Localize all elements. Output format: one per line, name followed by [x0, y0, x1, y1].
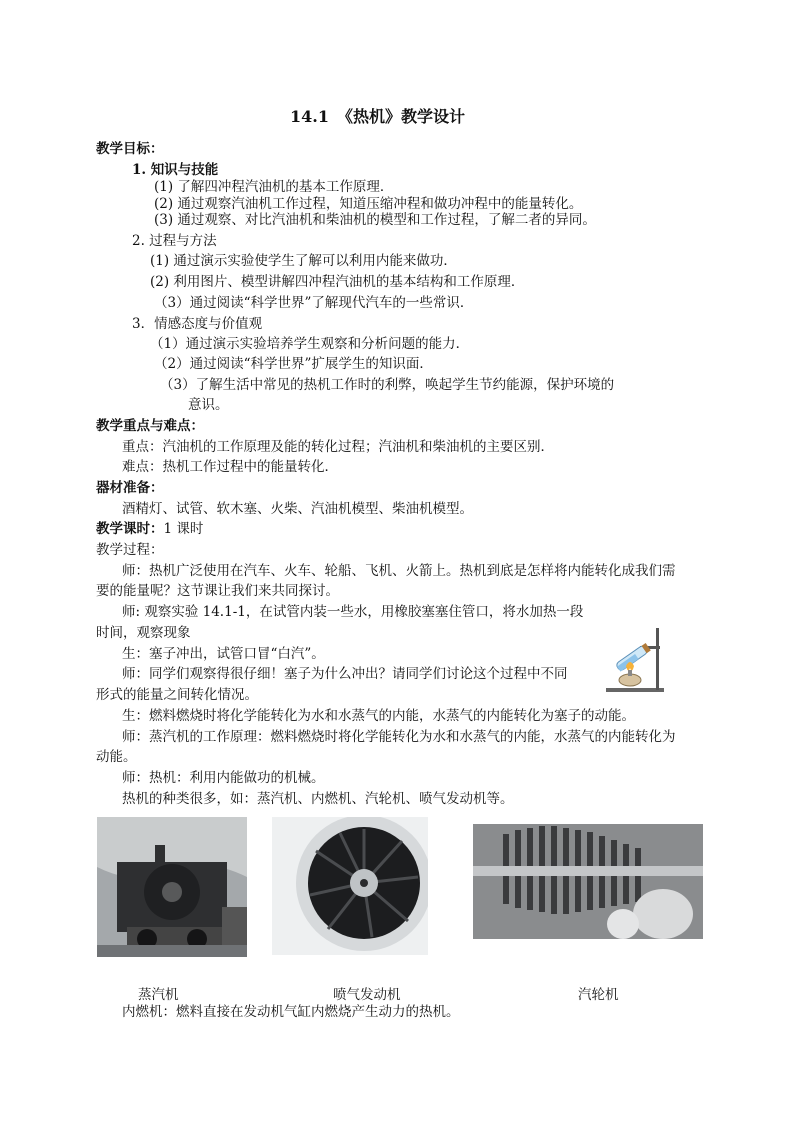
goals-heading: 教学目标：	[96, 141, 164, 157]
steam-engine-image	[97, 817, 247, 957]
attitude-item-2: （2）通过阅读“科学世界”扩展学生的知识面．	[154, 356, 433, 372]
hours-heading: 教学课时：	[96, 521, 164, 537]
body-line-10: 动能。	[96, 749, 137, 765]
process-method-heading: 2. 过程与方法	[132, 233, 217, 249]
page-title: 14.1 《热机》教学设计	[290, 107, 465, 126]
caption-steam-engine: 蒸汽机	[138, 987, 179, 1003]
hours-value: 1 课时	[163, 521, 204, 537]
body-line-5: 生：塞子冲出，试管口冒“白汽”。	[122, 646, 325, 662]
caption-jet-engine: 喷气发动机	[333, 987, 401, 1003]
steam-turbine-image	[473, 824, 703, 939]
process-heading: 教学过程：	[96, 542, 164, 558]
body-line-6: 师：同学们观察得很仔细！塞子为什么冲出？请同学们讨论这个过程中不同	[122, 666, 568, 682]
hours-line	[96, 520, 203, 538]
attitude-item-3: （3）了解生活中常见的热机工作时的利弊，唤起学生节约能源，保护环境的	[160, 377, 615, 393]
jet-engine-image	[272, 817, 428, 955]
process-method-item-3: （3）通过阅读“科学世界”了解现代汽车的一些常识．	[154, 295, 474, 311]
attitude-item-1: （1）通过演示实验培养学生观察和分析问题的能力．	[150, 336, 470, 352]
test-tube-apparatus-image	[600, 622, 668, 694]
body-line-11: 师：热机：利用内能做功的机械。	[122, 770, 325, 786]
body-line-7: 形式的能量之间转化情况。	[96, 687, 258, 703]
knowledge-heading: 1. 知识与技能	[132, 162, 219, 178]
body-line-12: 热机的种类很多，如：蒸汽机、内燃机、汽轮机、喷气发动机等。	[122, 791, 514, 807]
body-line-3: 师: 观察实验 14.1-1，在试管内装一些水，用橡胶塞塞住管口，将水加热一段	[122, 604, 584, 620]
last-line: 内燃机：燃料直接在发动机气缸内燃烧产生动力的热机。	[122, 1004, 460, 1020]
knowledge-item-1: (1) 了解四冲程汽油机的基本工作原理．	[154, 179, 394, 195]
body-line-9: 师：蒸汽机的工作原理：燃料燃烧时将化学能转化为水和水蒸气的内能，水蒸气的内能转化为	[122, 729, 676, 745]
materials-text: 酒精灯、试管、软木塞、火柴、汽油机模型、柴油机模型。	[122, 501, 473, 517]
process-method-item-1: (1) 通过演示实验使学生了解可以利用内能来做功．	[150, 253, 457, 269]
key-points-heading: 教学重点与难点：	[96, 418, 204, 434]
attitude-heading: 3．情感态度与价值观	[132, 316, 263, 332]
process-method-item-2: (2) 利用图片、模型讲解四冲程汽油机的基本结构和工作原理．	[150, 274, 525, 290]
materials-heading: 器材准备：	[96, 480, 164, 496]
attitude-item-3-cont: 意识。	[188, 397, 229, 413]
body-line-4: 时间，观察现象	[96, 625, 191, 641]
caption-steam-turbine: 汽轮机	[578, 987, 619, 1003]
body-line-1: 师：热机广泛使用在汽车、火车、轮船、飞机、火箭上。热机到底是怎样将内能转化成我们需	[122, 563, 676, 579]
body-line-8: 生：燃料燃烧时将化学能转化为水和水蒸气的内能，水蒸气的内能转化为塞子的动能。	[122, 708, 635, 724]
knowledge-item-3: (3) 通过观察、对比汽油机和柴油机的模型和工作过程，了解二者的异同。	[154, 212, 596, 228]
key-focus: 重点：汽油机的工作原理及能的转化过程；汽油机和柴油机的主要区别．	[122, 439, 554, 455]
body-line-2: 要的能量呢？这节课让我们来共同探讨。	[96, 583, 339, 599]
knowledge-item-2: (2) 通过观察汽油机工作过程，知道压缩冲程和做功冲程中的能量转化。	[154, 196, 583, 212]
key-difficulty: 难点：热机工作过程中的能量转化．	[122, 459, 338, 475]
